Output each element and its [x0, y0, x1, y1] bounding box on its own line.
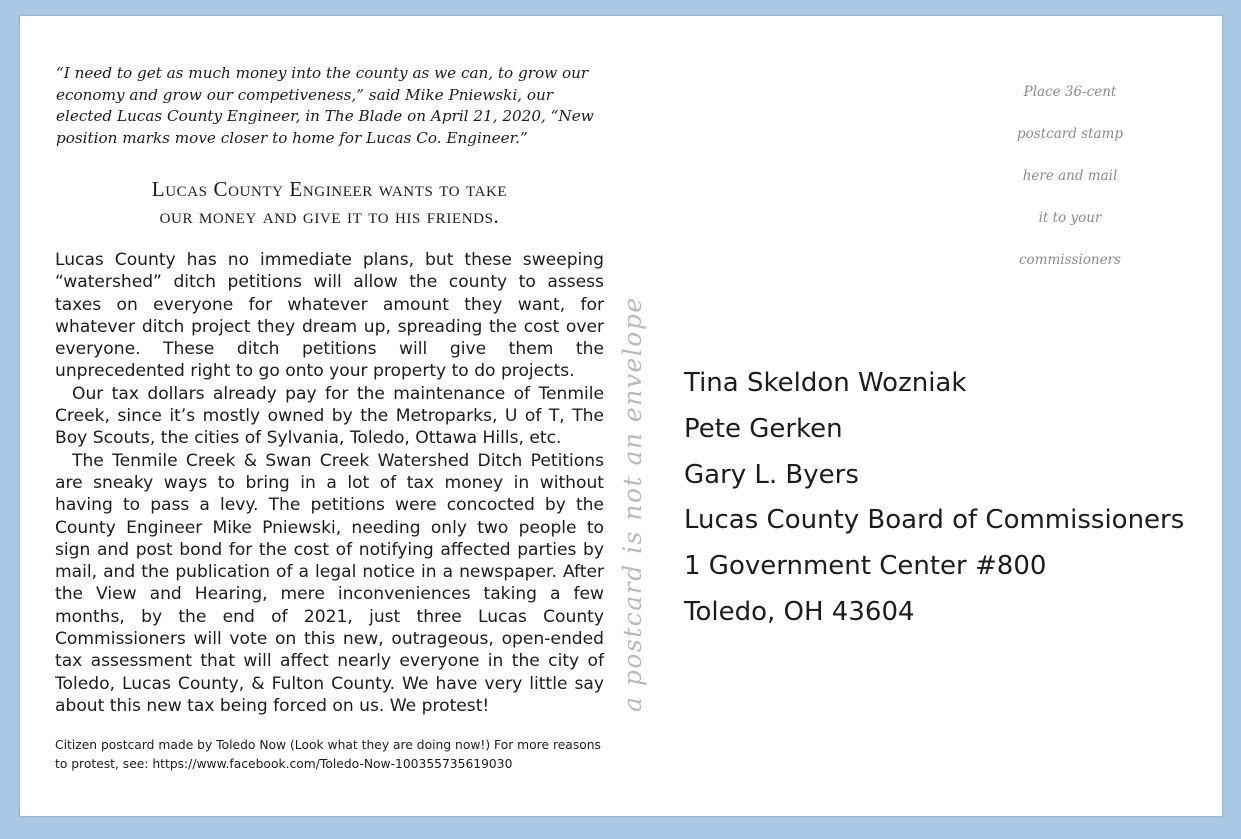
body-paragraph-3: The Tenmile Creek & Swan Creek Watershed Ditch Petitions are sneaky ways to bring in a lot of tax money in without having to pass a levy. The petitions were concocted by the County Engineer Mike Pniewski, needing only two people to sign and post bond for the cost of notifying affected parties by mail, and the publication of a legal notice in a newspaper. After the View and Hearing, mere inconveniences taking a few months, by the end of 2021, just three Lucas County Commissioners will vote on this new, outrageous, open-ended tax assessment that will affect nearly everyone in the city of Toledo, Lucas County, & Fulton County. We have very little say about this new tax being forced on us. We protest!	[55, 450, 604, 716]
vertical-note: a postcard is not an envelope	[618, 296, 647, 712]
stamp-note-line-5: commissioners	[1019, 252, 1121, 268]
stamp-note-line-1: Place 36-cent	[1023, 84, 1117, 100]
address-line-6: Toledo, OH 43604	[684, 596, 915, 627]
body-paragraph-1: Lucas County has no immediate plans, but these sweeping “watershed” ditch petitions will allow the county to assess taxes on everyone for whatever amount they want, for whatever ditch project they dream up, spreading the cost over everyone. These ditch petitions will give them the unprecedented right to go onto your property to do projects.	[55, 250, 604, 382]
headline	[56, 176, 603, 230]
footer-credit: Citizen postcard made by Toledo Now (Look what they are doing now!) For more reasons to protest, see: https://www.facebook.com/Toledo-Now-100355735619030	[55, 738, 601, 771]
address-line-3: Gary L. Byers	[684, 459, 859, 490]
body-paragraph-2: Our tax dollars already pay for the maintenance of Tenmile Creek, since it’s mostly owned by the Metroparks, U of T, The Boy Scouts, the cities of Sylvania, Toledo, Ottawa Hills, etc.	[55, 383, 604, 449]
headline-line-2: our money and give it to his friends.	[159, 204, 500, 228]
quote-text: “I need to get as much money into the county as we can, to grow our economy and grow our competiveness,” said Mike Pniewski, our elected Lucas County Engineer, in The Blade on April 21, 2020, “New position marks move closer to home for Lucas Co. Engineer.”	[56, 64, 594, 147]
stamp-note-line-2: postcard stamp	[1017, 126, 1123, 142]
stamp-note-line-4: it to your	[1038, 210, 1102, 226]
stamp-placement-note	[980, 78, 1160, 288]
mailing-address	[684, 361, 1184, 636]
address-line-5: 1 Government Center #800	[684, 551, 1047, 582]
body-text	[55, 249, 604, 717]
address-line-1: Tina Skeldon Wozniak	[684, 368, 967, 398]
headline-line-1: Lucas County Engineer wants to take	[151, 177, 508, 201]
postcard	[20, 16, 1222, 816]
stamp-note-line-3: here and mail	[1022, 168, 1118, 184]
address-line-2: Pete Gerken	[684, 413, 843, 444]
address-line-4: Lucas County Board of Commissioners	[684, 505, 1185, 536]
